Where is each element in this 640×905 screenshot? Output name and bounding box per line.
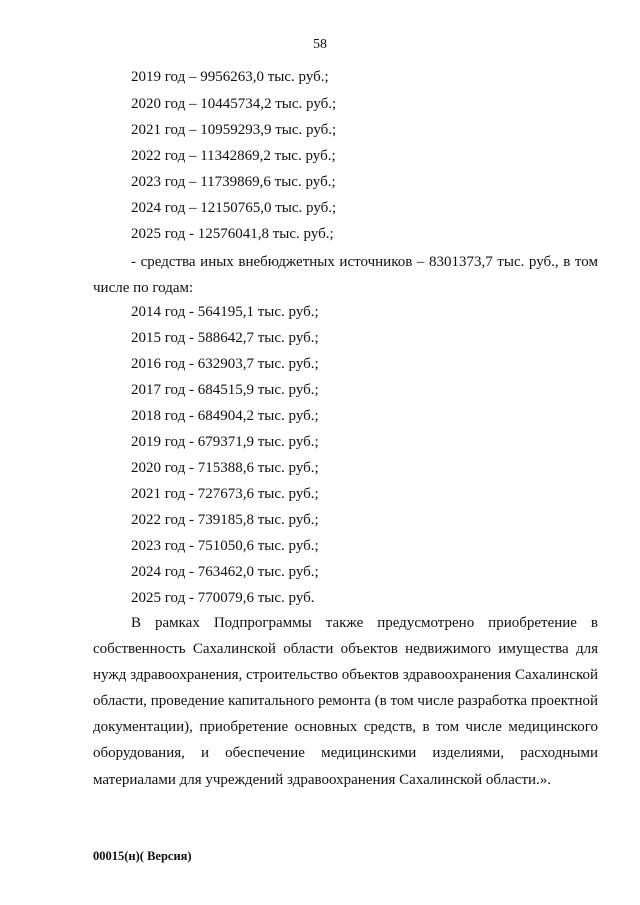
document-footer: 00015(н)( Версия) [93,849,192,863]
page-number: 58 [313,37,327,52]
funding-line: 2025 год - 770079,6 тыс. руб. [131,590,315,606]
funding-line: 2024 год – 12150765,0 тыс. руб.; [131,200,337,216]
funding-line: 2022 год – 11342869,2 тыс. руб.; [131,148,336,164]
funding-line: 2021 год - 727673,6 тыс. руб.; [131,486,319,502]
subprogram-paragraph: В рамках Подпрограммы также предусмотрено приобретение в собственность Сахалинской области объектов недвижимого имущества для нужд здравоохранения, строительство объектов здравоохранения Сахалинской области, проведение капитального ремонта (в том числе разработка проектной документации), приобретение основных средств, в том числе медицинского оборудования, и обеспечение медицинскими изделиями, расходными материалами для учреждений здравоохранения Сахалинской области.». [93,615,598,788]
funding-line: 2023 год – 11739869,6 тыс. руб.; [131,174,336,190]
funding-line: 2019 год - 679371,9 тыс. руб.; [131,434,319,450]
funding-line: 2025 год - 12576041,8 тыс. руб.; [131,226,334,242]
funding-line: 2015 год - 588642,7 тыс. руб.; [131,330,319,346]
funding-line: 2021 год – 10959293,9 тыс. руб.; [131,122,337,138]
funding-line: 2020 год – 10445734,2 тыс. руб.; [131,96,337,112]
funding-line: 2016 год - 632903,7 тыс. руб.; [131,356,319,372]
funding-line: 2014 год - 564195,1 тыс. руб.; [131,304,319,320]
funding-line: 2022 год - 739185,8 тыс. руб.; [131,512,319,528]
funding-line: 2019 год – 9956263,0 тыс. руб.; [131,69,329,85]
other-sources-paragraph: - средства иных внебюджетных источников – 8301373,7 тыс. руб., в том числе по годам: [93,254,598,297]
funding-line: 2018 год - 684904,2 тыс. руб.; [131,408,319,424]
funding-line: 2024 год - 763462,0 тыс. руб.; [131,564,319,580]
funding-line: 2020 год - 715388,6 тыс. руб.; [131,460,319,476]
funding-line: 2017 год - 684515,9 тыс. руб.; [131,382,319,398]
funding-line: 2023 год - 751050,6 тыс. руб.; [131,538,319,554]
